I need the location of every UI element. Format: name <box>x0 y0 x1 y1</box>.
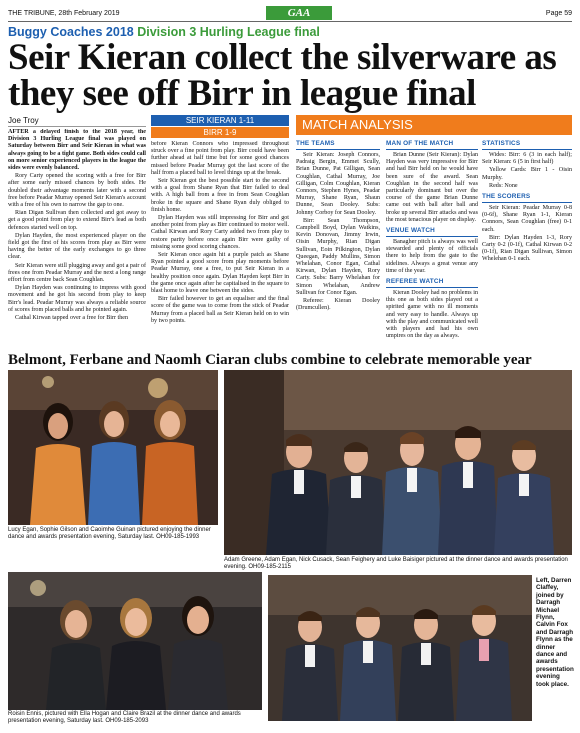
story-paragraph: Birr failed however to get an equaliser and the final score of the game was to come from the stick of Peadar Murray from a placed ball as Seir Kieran held on to win by two points. <box>151 296 289 324</box>
teams-birr: Birr: Sean Thompson, Campbell Boyd, Dylan Watkins, Kevin Donovan, Jimmy Irwin, Oisin Murphy, Rian Digan Sullivan, Eoin Pilkington, Dylan Queegan, Paddy Mullins, Simon Whelahan, Conor Egan, Cathal Kirwan, Dylan Hayden, Rory Carty. Subs: Barry Whelahan for Simon Whelahan, Andrew Sullivan for Conor Egan. <box>296 217 380 296</box>
story-paragraph: Dylan Hayden, the most experienced player on the field got the first of his scores from play as Birr were having the better of the early exchanges to go three clear. <box>8 232 146 261</box>
photo-four-boys-image <box>268 575 532 721</box>
photo-band-title: Belmont, Ferbane and Naomh Ciaran clubs combine to celebrate memorable year <box>8 352 532 368</box>
photo-caption-side: Left, Darren Claffey, joined by Darragh Michael Flynn, Calvin Fox and Darragh Flynn as the dinner dance and awards presentation evening took place. <box>536 577 574 688</box>
photo-four-boys <box>268 575 532 721</box>
story-lead: AFTER a delayed finish to the 2018 year, the Division 3 Hurling League final was played on Saturday between Birr and Seir Kieran in what was always going to be a tight game. Both sides could call on more senior experienced players in the league the sides were evenly balanced. <box>8 129 146 172</box>
story-paragraph: Cathal Kirwan tapped over a free for Birr then <box>15 315 129 322</box>
story-paragraph: Rory Carty opened the scoring with a free for Birr after some early missed chances by both sides. He doubled their advantage moments later with a second free before Peadar Murray opened Seir Kieran's account with a free of his own to narrow the gap to one. <box>8 173 146 209</box>
story-column-1 <box>8 129 146 351</box>
byline: Joe Troy <box>8 116 146 127</box>
red-cards-text: Reds: None <box>489 182 518 189</box>
divider <box>482 202 572 203</box>
masthead-bar <box>8 8 572 22</box>
photo-boys-image <box>224 370 572 555</box>
statistics-heading: STATISTICS <box>482 140 521 147</box>
divider <box>386 149 478 150</box>
analysis-column-motm <box>386 140 478 351</box>
story-paragraph: Dylan Hayden was continuing to impress with good movement and he got his second from play to keep Birr's lead. Peadar Murray was always a reliable source of scores from placed balls and he pointed again. <box>8 285 146 313</box>
score-birr: BIRR 1-9 <box>151 127 289 138</box>
story-paragraph: Seir Kieran once again hit a purple patch as Shane Ryan pointed a good score from play moments before Peadar Murray, one a free, to put Seir Kieran in a healthy position once again. Dylan Hayden kept Birr in the game once again after he capitalised in the square to blast home to leave one between the sides. <box>151 252 289 295</box>
motm-heading: MAN OF THE MATCH <box>386 140 454 147</box>
divider <box>386 287 478 288</box>
venue-text: Banagher pitch is always was well stewarded and plenty of officials there to help from the gate to the sidelines. Always a great venue any time of the year. <box>386 239 478 274</box>
referee-line: Referee: Kieran Dooley (Drumcullen). <box>296 298 380 312</box>
referee-text: Kieran Dooley had no problems in this one as both sides played out a spirited game with no ill moments and very easy to handle. Always up with the play and communicated well with players and had his own umpires on the day as always. <box>386 290 478 340</box>
headline: Seir Kieran collect the silverware as they see off Birr in league final <box>8 37 557 114</box>
photo-five-boys <box>224 370 572 555</box>
story-paragraph: Seir Kieran were still plugging away and got a pair of frees one from Peadar Murray and the next a long range effort from centre back Sean Coughlan. <box>8 262 146 284</box>
photo-women-image <box>8 370 218 525</box>
story-paragraph: Dylan Hayden was still impressing for Birr and got another point from play as Birr continued to motor well. Cathal Kirwan and Rory Carty added two from play to restore parity before once again Birr were guilty of missing some good scoring chances. <box>151 215 289 250</box>
photo-caption: Roisin Ennis, pictured with Ella Hogan and Claire Brazil at the dinner dance and awards presentation evening, Saturday last. OH09-185-2093 <box>8 711 241 724</box>
wides-text: Wides: Birr: 6 (3 in each half); Seir Kieran: 6 (5 in first half) <box>482 152 572 166</box>
story-paragraph: Seir Kieran got the best possible start to the second with a goal from Shane Ryan that Birr failed to deal with. A high ball from a free in from Sean Coughlan broke in the square and Shane Ryan duly obliged to finish home. <box>151 178 289 213</box>
scorers-birr: Birr: Dylan Hayden 1-3, Rory Carty 0-2 (0-1f), Cathal Kirwan 0-2 (0-1f), Rian Digan Sullivan, Simon Whelehan 0-1 each. <box>482 234 572 263</box>
page-number: Page 59 <box>545 10 572 17</box>
photo-caption: Adam Greene, Adam Egan, Nick Cusack, Sean Feighery and Luke Baisiger pictured at the dinner dance and awards presentation evening. OH09-185-2115 <box>224 557 568 570</box>
yellow-cards-text: Yellow Cards: Birr 1 - Oisin Murphy. <box>482 167 572 181</box>
match-analysis-banner: MATCH ANALYSIS <box>296 115 572 135</box>
teams-seir-kieran: Seir Kieran: Joseph Connors, Padraig Bergin, Emmet Scully, Brian Dunne, Pat Gilligan, Sean Coughlan, Cathal Murray, Joe Gilligan, Colm Coughlan, Kieran Connors, Stephen Hynes, Peadar Murray, Shane Ryan, Shaun Dunne, Sean Dooley. Subs: Johnny Corboy for Sean Dooley. <box>296 152 380 216</box>
story-paragraph: before Kieran Connors who impressed throughout struck over a fine point from play. Birr could have been further ahead at half time but for some good chances missed before Peadar Murray got the last score of the half from a placed ball to level things up at the break. <box>151 141 289 176</box>
kicker-sponsor: Buggy Coaches 2018 <box>8 25 134 39</box>
divider <box>482 149 572 150</box>
issue-date: THE TRIBUNE, 28th February 2019 <box>8 10 120 17</box>
photo-caption: Lucy Egan, Sophie Gilson and Caoimhe Guinan pictured enjoying the dinner dance and awards presentation evening, Saturday last. OH09-185-1993 <box>8 527 211 540</box>
story-paragraph: Rian Digan Sullivan then collected and got away to get a good point from play to extend Birr's lead as both defences started well on top. <box>8 210 146 231</box>
score-box <box>151 115 289 138</box>
referee-heading: REFEREE WATCH <box>386 278 444 286</box>
section-label: GAA <box>266 6 332 20</box>
analysis-column-teams <box>296 140 380 351</box>
story-column-2 <box>151 141 289 351</box>
divider <box>296 149 380 150</box>
photo-three-women <box>8 370 218 525</box>
kicker-competition: Division 3 Hurling League final <box>137 25 320 39</box>
motm-text: Brian Dunne (Seir Kieran): Dylan Hayden was very impressive for Birr and had Birr held on he would have been sure of the award. Sean Coughlan in the second half was particularly dominant but over the course of the game Brian Dunne came out with ball after ball and broke up several Birr attacks and was the most tenacious player on display. <box>386 152 478 223</box>
score-seir-kieran: SEIR KIERAN 1-11 <box>151 115 289 126</box>
divider <box>386 236 478 237</box>
teams-heading: THE TEAMS <box>296 140 335 147</box>
analysis-column-stats <box>482 140 572 351</box>
photo-girls-image <box>8 572 262 710</box>
scorers-heading: THE SCORERS <box>482 193 531 201</box>
scorers-seir-kieran: Seir Kieran: Peadar Murray 0-8 (0-6f), Shane Ryan 1-1, Kieran Connors, Sean Coughlan (free) 0-1 each. <box>482 205 572 233</box>
venue-heading: VENUE WATCH <box>386 227 435 235</box>
photo-three-girls <box>8 572 262 710</box>
